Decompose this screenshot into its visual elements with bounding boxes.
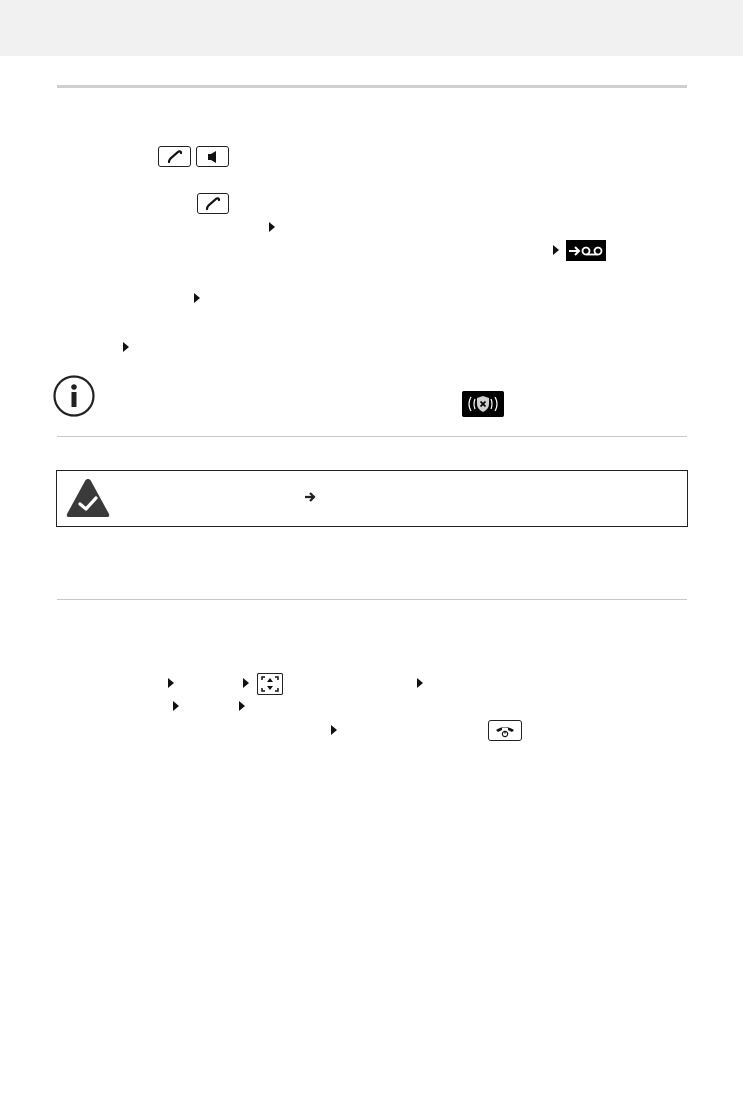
section-rule: [57, 436, 687, 437]
info-icon: [52, 374, 96, 418]
navigation-key-icon: [257, 673, 283, 695]
menu-arrow-icon: [331, 725, 337, 735]
menu-arrow-icon: [239, 701, 245, 711]
speaker-key-icon: [196, 146, 229, 167]
menu-arrow-icon: [269, 222, 275, 232]
section-rule-top: [57, 85, 687, 88]
menu-arrow-icon: [168, 678, 174, 688]
section-rule: [57, 599, 687, 600]
no-call-icon: [462, 391, 504, 417]
menu-arrow-icon: [173, 701, 179, 711]
forward-to-voicemail-icon: [566, 240, 606, 261]
menu-arrow-icon: [194, 293, 200, 303]
menu-arrow-icon: [417, 678, 423, 688]
hint-box: [56, 470, 688, 527]
menu-arrow-icon: [243, 678, 249, 688]
menu-arrow-icon: [553, 245, 559, 255]
menu-arrow-icon: [123, 342, 129, 352]
talk-key-icon: [158, 146, 191, 167]
talk-key-icon: [197, 193, 229, 214]
checkmark-triangle-icon: [65, 476, 111, 520]
end-call-key-icon: [488, 720, 522, 741]
page-header-band: [0, 0, 743, 56]
link-arrow-icon: [304, 491, 318, 503]
